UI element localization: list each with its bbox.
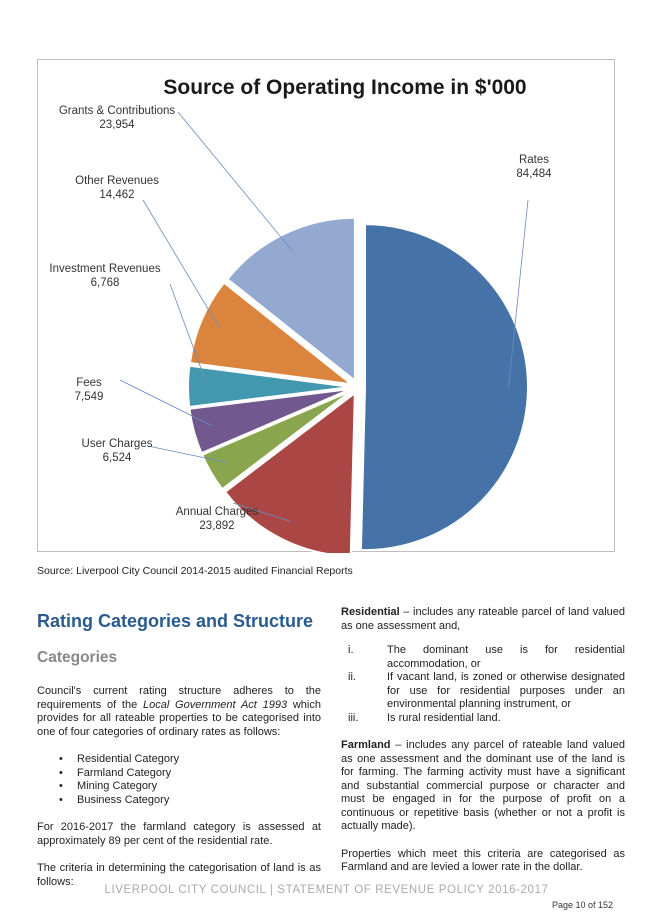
intro-text: Council's current rating structure adheres to the requirements of the <box>37 685 321 711</box>
chart-source-note: Source: Liverpool City Council 2014-2015 audited Financial Reports <box>37 565 353 577</box>
list-text: The dominant use is for residential accommodation, or <box>387 644 625 670</box>
criteria-paragraph: The criteria in determining the categorisation of land is as follows: <box>37 862 321 888</box>
category-item: • Residential Category <box>37 753 321 767</box>
pie-label-value: 23,892 <box>199 520 235 532</box>
act-name: Local Government Act 1993 <box>142 698 288 711</box>
pie-label-name: Other Revenues <box>75 175 159 187</box>
list-number: iii. <box>348 711 359 724</box>
list-text: Is rural residential land. <box>387 711 501 724</box>
category-item: • Farmland Category <box>37 767 321 781</box>
list-item <box>341 644 625 671</box>
pie-label-name: Grants & Contributions <box>58 105 176 117</box>
page-number: Page 10 of 152 <box>551 900 613 910</box>
pie-slices <box>188 218 528 553</box>
pie-label-name: Annual Charges <box>175 506 259 518</box>
farmland-assessment-paragraph: For 2016-2017 the farmland category is assessed at approximately 89 per cent of the residential rate. <box>37 821 321 847</box>
properties-paragraph: Properties which meet this criteria are categorised as Farmland and are levied a lower rate in the dollar. <box>341 847 625 873</box>
farmland-term: Farmland <box>341 739 391 751</box>
pie-chart <box>38 60 616 553</box>
category-list <box>37 753 321 807</box>
section-heading: Rating Categories and Structure <box>37 611 314 631</box>
right-column <box>341 606 625 875</box>
category-item: • Mining Category <box>37 780 321 794</box>
farmland-paragraph <box>341 739 625 834</box>
list-item <box>341 671 625 712</box>
pie-label-value: 23,954 <box>99 119 135 131</box>
left-column <box>37 606 321 889</box>
residential-paragraph <box>341 606 625 633</box>
chart-title: Source of Operating Income in $'000 <box>163 76 527 99</box>
residential-text: – includes any rateable parcel of land valued as one assessment and, <box>341 606 625 632</box>
pie-label-name: Investment Revenues <box>49 263 161 275</box>
pie-label-name: Fees <box>76 377 102 389</box>
pie-label-name: Rates <box>518 154 550 166</box>
page-footer: LIVERPOOL CITY COUNCIL | STATEMENT OF REVENUE POLICY 2016-2017 <box>104 884 549 896</box>
intro-paragraph <box>37 685 321 739</box>
residential-criteria-list <box>341 644 625 725</box>
intro-text-end: which provides for all rateable properties to be categorised into one of four categories of ordinary rates as follows: <box>37 698 321 738</box>
list-item <box>341 712 625 726</box>
residential-term: Residential <box>341 606 400 618</box>
pie-label-value: 6,768 <box>90 277 120 289</box>
pie-label-value: 84,484 <box>516 168 552 180</box>
category-item: • Business Category <box>37 794 321 808</box>
subsection-heading: Categories <box>37 649 118 666</box>
list-text: If vacant land, is zoned or otherwise designated for use for residential purposes under an environmental planning instrument, or <box>387 671 625 710</box>
pie-label-value: 7,549 <box>74 391 104 403</box>
pie-label-value: 14,462 <box>99 189 135 201</box>
pie-label-name: User Charges <box>81 438 153 450</box>
pie-slice-rates <box>361 224 528 550</box>
list-number: i. <box>348 644 354 656</box>
leader-line <box>178 112 293 251</box>
chart-container <box>37 59 615 552</box>
farmland-text: – includes any parcel of rateable land valued as one assessment and the dominant use of the land is for farming. The farming activity must have a significant and substantial commercial purpose or character and must be engaged in for the purpose of profit on a continuous or repetitive basis (whether or not a profit is actually made). <box>341 739 625 832</box>
pie-label-value: 6,524 <box>102 452 132 464</box>
list-number: ii. <box>348 671 356 683</box>
